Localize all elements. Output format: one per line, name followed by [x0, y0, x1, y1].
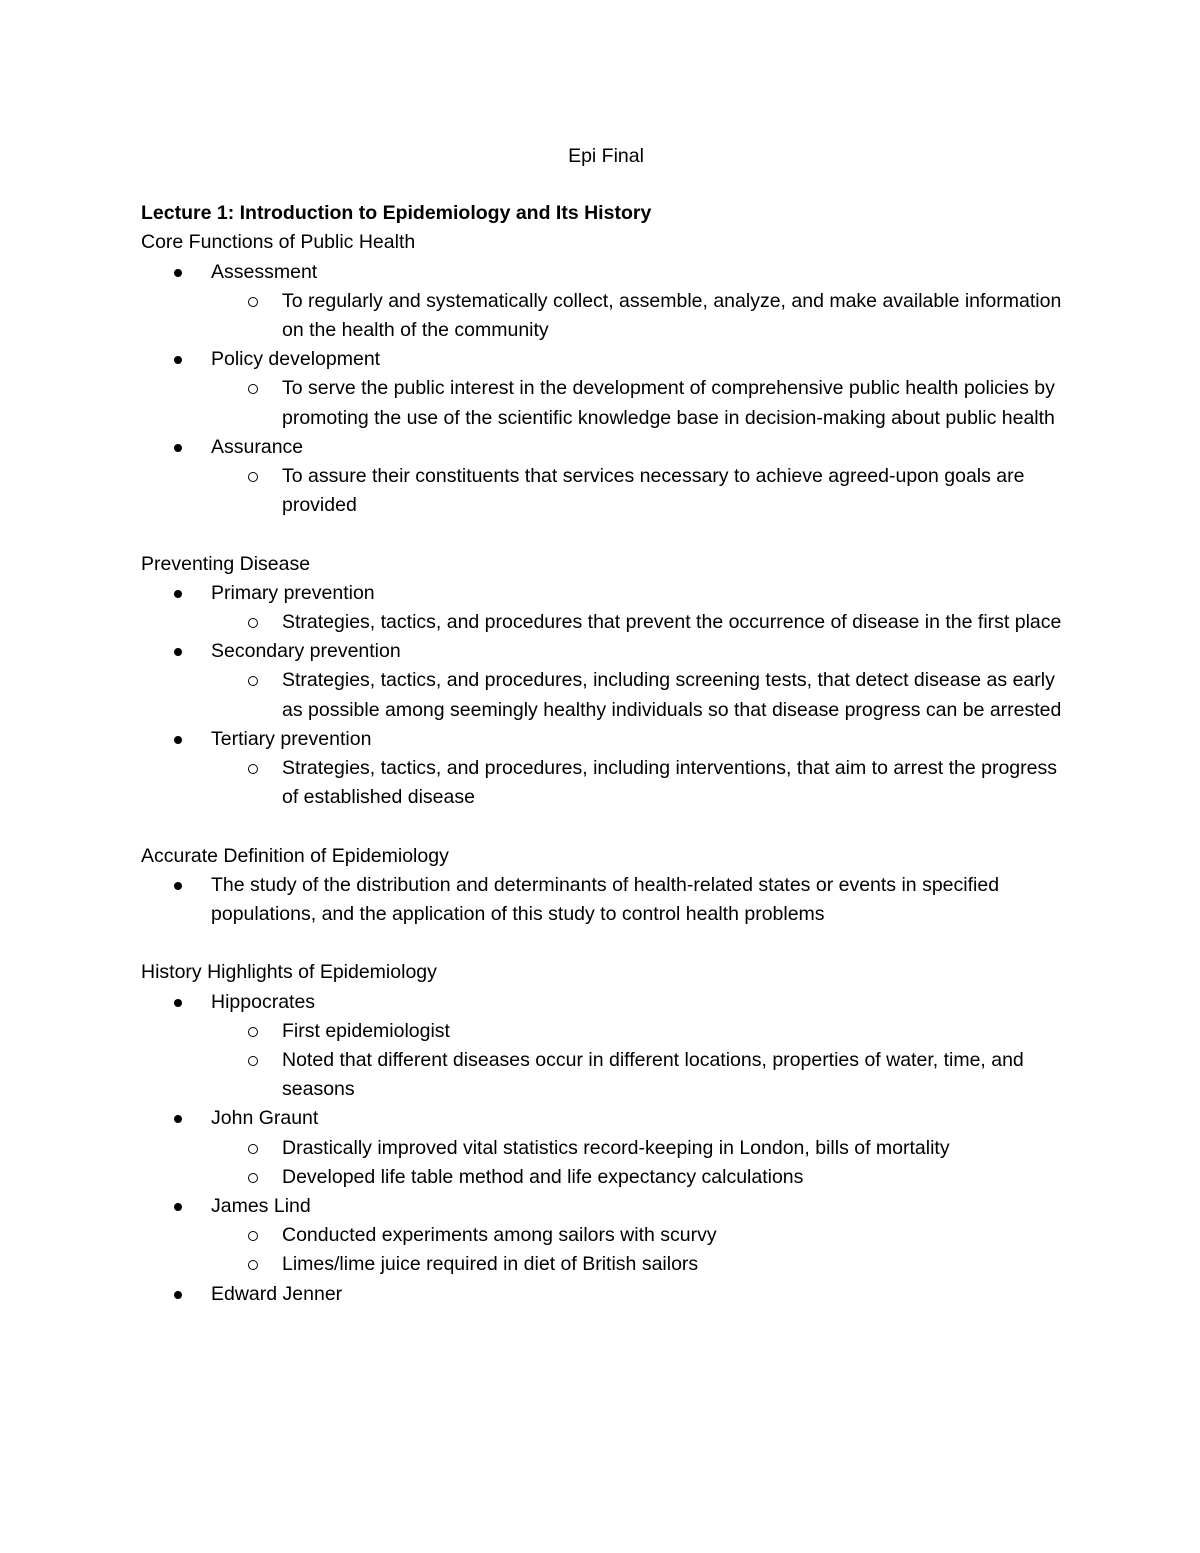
- section-heading: Core Functions of Public Health: [141, 231, 416, 254]
- sub-bullet-text: Developed life table method and life expectancy calculations: [282, 1165, 804, 1188]
- sections-container: [141, 228, 1071, 1308]
- bullet-circle-icon: [248, 384, 258, 394]
- bullet-disc-icon: [174, 999, 182, 1007]
- bullet-disc-icon: [174, 444, 182, 452]
- bullet-circle-icon: [248, 1056, 258, 1066]
- bullet-disc-icon: [174, 1291, 182, 1299]
- document-title: Epi Final: [568, 145, 644, 167]
- bullet-disc-icon: [174, 882, 182, 890]
- sub-bullet-text: To assure their constituents that services necessary to achieve agreed-upon goals are provided: [282, 464, 1025, 517]
- sub-bullet-text: Drastically improved vital statistics record-keeping in London, bills of mortality: [282, 1136, 950, 1159]
- sub-bullet-text: To regularly and systematically collect, assemble, analyze, and make available information on the health of the community: [282, 289, 1062, 341]
- sub-bullet-item: [211, 1250, 1071, 1279]
- sub-bullet-list: [211, 1221, 1071, 1279]
- bullet-disc-icon: [174, 269, 182, 277]
- bullet-item-text: Assurance: [211, 435, 304, 458]
- sub-bullet-list: [211, 287, 1071, 345]
- sub-bullet-list: [211, 754, 1071, 812]
- sub-bullet-item: [211, 1017, 1071, 1046]
- sub-bullet-text: Strategies, tactics, and procedures, including interventions, that aim to arrest the progress of established disease: [282, 756, 1057, 809]
- bullet-item: [141, 725, 1071, 813]
- bullet-disc-icon: [174, 1115, 182, 1123]
- sub-bullet-item: [211, 287, 1071, 345]
- sub-bullet-list: [211, 608, 1071, 637]
- sub-bullet-item: [211, 1046, 1071, 1104]
- bullet-item-text: Primary prevention: [211, 581, 375, 604]
- section-heading: Preventing Disease: [141, 552, 311, 575]
- sub-bullet-item: [211, 1221, 1071, 1250]
- sub-bullet-item: [211, 1134, 1071, 1163]
- bullet-disc-icon: [174, 648, 182, 656]
- sub-bullet-list: [211, 374, 1071, 432]
- bullet-item-text: Tertiary prevention: [211, 727, 372, 750]
- outline-section: [141, 228, 1071, 520]
- bullet-item: [141, 433, 1071, 521]
- bullet-item: [141, 579, 1071, 637]
- sub-bullet-text: Limes/lime juice required in diet of British sailors: [282, 1253, 699, 1276]
- sub-bullet-list: [211, 1017, 1071, 1105]
- bullet-list: [141, 988, 1071, 1309]
- bullet-list: [141, 258, 1071, 521]
- bullet-item-text: Hippocrates: [211, 990, 316, 1013]
- sub-bullet-list: [211, 666, 1071, 724]
- bullet-circle-icon: [248, 1173, 258, 1183]
- bullet-circle-icon: [248, 618, 258, 628]
- sub-bullet-item: [211, 1163, 1071, 1192]
- bullet-item: [141, 258, 1071, 346]
- bullet-item: [141, 1192, 1071, 1280]
- sub-bullet-item: [211, 608, 1071, 637]
- lecture-title: Lecture 1: Introduction to Epidemiology and Its History: [141, 202, 652, 225]
- sub-bullet-list: [211, 1134, 1071, 1192]
- outline-section: [141, 958, 1071, 1308]
- bullet-circle-icon: [248, 1027, 258, 1037]
- bullet-circle-icon: [248, 297, 258, 307]
- sub-bullet-item: [211, 374, 1071, 432]
- bullet-list: [141, 871, 1071, 929]
- bullet-item-text: Edward Jenner: [211, 1282, 343, 1305]
- sub-bullet-item: [211, 754, 1071, 812]
- bullet-item-text: Assessment: [211, 260, 318, 283]
- sub-bullet-item: [211, 666, 1071, 724]
- sub-bullet-list: [211, 462, 1071, 520]
- sub-bullet-text: To serve the public interest in the development of comprehensive public health policies by promoting the use of the scientific knowledge base in decision-making about public health: [282, 377, 1055, 429]
- document-content: [141, 142, 1071, 1338]
- bullet-disc-icon: [174, 356, 182, 364]
- bullet-list: [141, 579, 1071, 813]
- sub-bullet-text: Strategies, tactics, and procedures that prevent the occurrence of disease in the first place: [282, 610, 1062, 633]
- bullet-item-text: John Graunt: [211, 1107, 319, 1130]
- outline-section: [141, 842, 1071, 930]
- bullet-circle-icon: [248, 676, 258, 686]
- bullet-circle-icon: [248, 1144, 258, 1154]
- bullet-disc-icon: [174, 590, 182, 598]
- section-heading: Accurate Definition of Epidemiology: [141, 844, 449, 867]
- bullet-circle-icon: [248, 764, 258, 774]
- bullet-item-text: Policy development: [211, 348, 381, 371]
- bullet-item: [141, 871, 1071, 929]
- outline-section: [141, 550, 1071, 813]
- sub-bullet-text: Conducted experiments among sailors with scurvy: [282, 1224, 717, 1247]
- bullet-item: [141, 1280, 1071, 1309]
- sub-bullet-text: Strategies, tactics, and procedures, including screening tests, that detect disease as early as possible among seemingly healthy individuals so that disease progress can be arrested: [282, 669, 1062, 721]
- bullet-item: [141, 988, 1071, 1105]
- bullet-circle-icon: [248, 472, 258, 482]
- bullet-item-text: Secondary prevention: [211, 640, 401, 663]
- section-heading: History Highlights of Epidemiology: [141, 961, 437, 984]
- sub-bullet-text: Noted that different diseases occur in different locations, properties of water, time, and seasons: [282, 1048, 1024, 1101]
- bullet-item-text: James Lind: [211, 1194, 311, 1217]
- sub-bullet-item: [211, 462, 1071, 520]
- bullet-circle-icon: [248, 1231, 258, 1241]
- sub-bullet-text: First epidemiologist: [282, 1019, 450, 1042]
- bullet-disc-icon: [174, 736, 182, 744]
- bullet-circle-icon: [248, 1260, 258, 1270]
- bullet-disc-icon: [174, 1203, 182, 1211]
- bullet-item: [141, 1104, 1071, 1192]
- bullet-item-text: The study of the distribution and determinants of health-related states or events in specified populations, and the application of this study to control health problems: [211, 873, 1000, 925]
- bullet-item: [141, 637, 1071, 725]
- bullet-item: [141, 345, 1071, 433]
